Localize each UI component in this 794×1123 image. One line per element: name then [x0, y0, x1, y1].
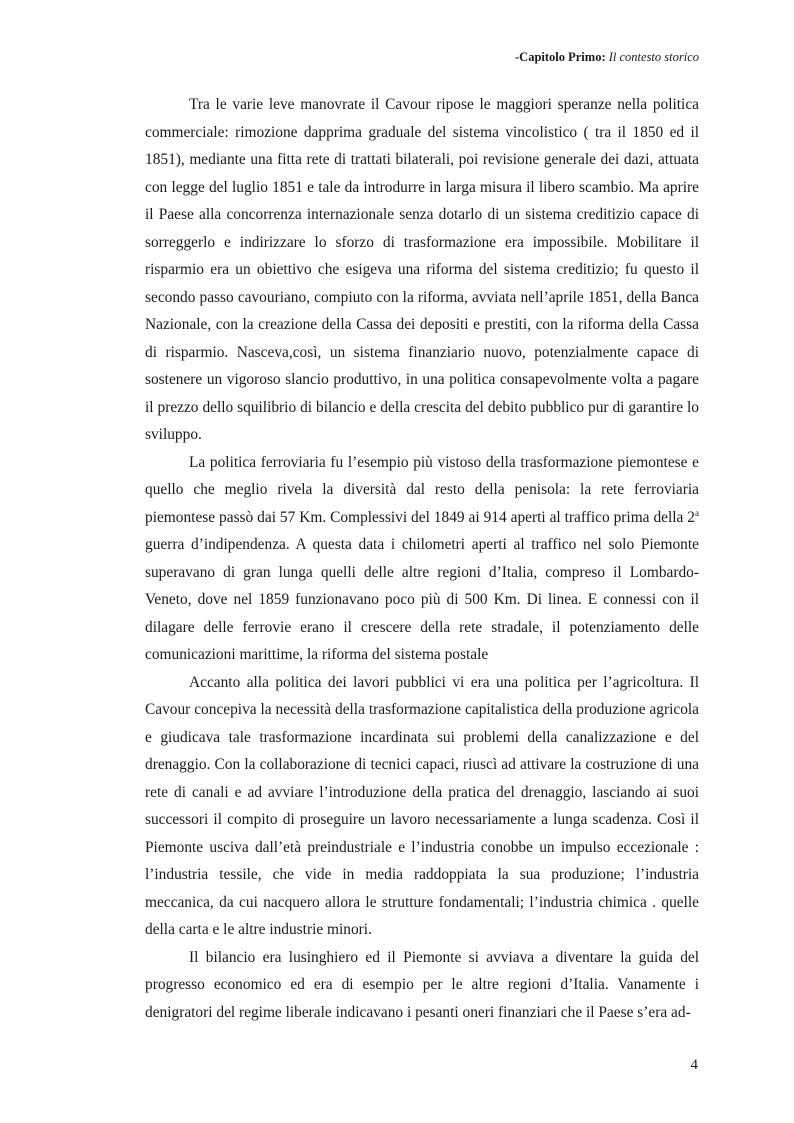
chapter-label: -Capitolo Primo:	[515, 50, 606, 64]
chapter-topic: Il contesto storico	[608, 50, 699, 64]
page-number: 4	[690, 1057, 698, 1073]
paragraph: Accanto alla politica dei lavori pubblici vi era una politica per l’agricoltura. Il Cavour concepiva la necessità della trasformazione capitalistica della produzione agricola e giudicava tale trasformazione incardinata sui problemi della canalizzazione e del drenaggio. Con la collaborazione di tecnici capaci, riuscì ad attivare la costruzione di una rete di canali e ad avviare l’introduzione della pratica del drenaggio, lasciando ai suoi successori il compito di proseguire un lavoro necessariamente a lunga scadenza. Così il Piemonte usciva dall’età preindustriale e l’industria conobbe un impulso eccezionale : l’industria tessile, che vide in media raddoppiata la sua produzione; l’industria meccanica, da cui nacquero allora le strutture fondamentali; l’industria chimica . quelle della carta e le altre industrie minori.	[145, 673, 699, 938]
running-header	[515, 50, 699, 65]
superscript: a	[695, 507, 699, 518]
body-text	[145, 91, 699, 1026]
paragraph: Il bilancio era lusinghiero ed il Piemonte si avviava a diventare la guida del progresso economico ed era di esempio per le altre regioni d’Italia. Vanamente i denigratori del regime liberale indicavano i pesanti oneri finanziari che il Paese s’era ad-	[145, 948, 699, 1021]
paragraph: Tra le varie leve manovrate il Cavour ripose le maggiori speranze nella politica commerciale: rimozione dapprima graduale del sistema vincolistico ( tra il 1850 ed il 1851), mediante una fitta rete di trattati bilaterali, poi revisione generale dei dazi, attuata con legge del luglio 1851 e tale da introdurre in larga misura il libero scambio. Ma aprire il Paese alla concorrenza internazionale senza dotarlo di un sistema creditizio capace di sorreggerlo e indirizzare lo sforzo di trasformazione era impossibile. Mobilitare il risparmio era un obiettivo che esigeva una riforma del sistema creditizio; fu questo il secondo passo cavouriano, compiuto con la riforma, avviata nell’aprile 1851, della Banca Nazionale, con la creazione della Cassa dei depositi e prestiti, con la riforma della Cassa di risparmio. Nasceva,così, un sistema finanziario nuovo, potenzialmente capace di sostenere un vigoroso slancio produttivo, in una politica consapevolmente volta a pagare il prezzo dello squilibrio di bilancio e della crescita del debito pubblico pur di garantire lo sviluppo.	[145, 96, 699, 443]
paragraph: La politica ferroviaria fu l’esempio più vistoso della trasformazione piemontese e quello che meglio rivela la diversità dal resto della penisola: la rete ferroviaria piemontese passò dai 57 Km. Complessivi del 1849 ai 914 aperti al traffico prima della 2$^a$ guerra d’indipendenza. A questa data i chilometri aperti al traffico nel solo Piemonte superavano di gran lunga quelli delle altre regioni d’Italia, compreso il Lombardo-Veneto, dove nel 1859 funzionavano poco più di 500 Km. Di linea. E connessi con il dilagare delle ferrovie erano il crescere della rete stradale, il potenziamento delle comunicazioni marittime, la riforma del sistema postale	[145, 453, 699, 663]
